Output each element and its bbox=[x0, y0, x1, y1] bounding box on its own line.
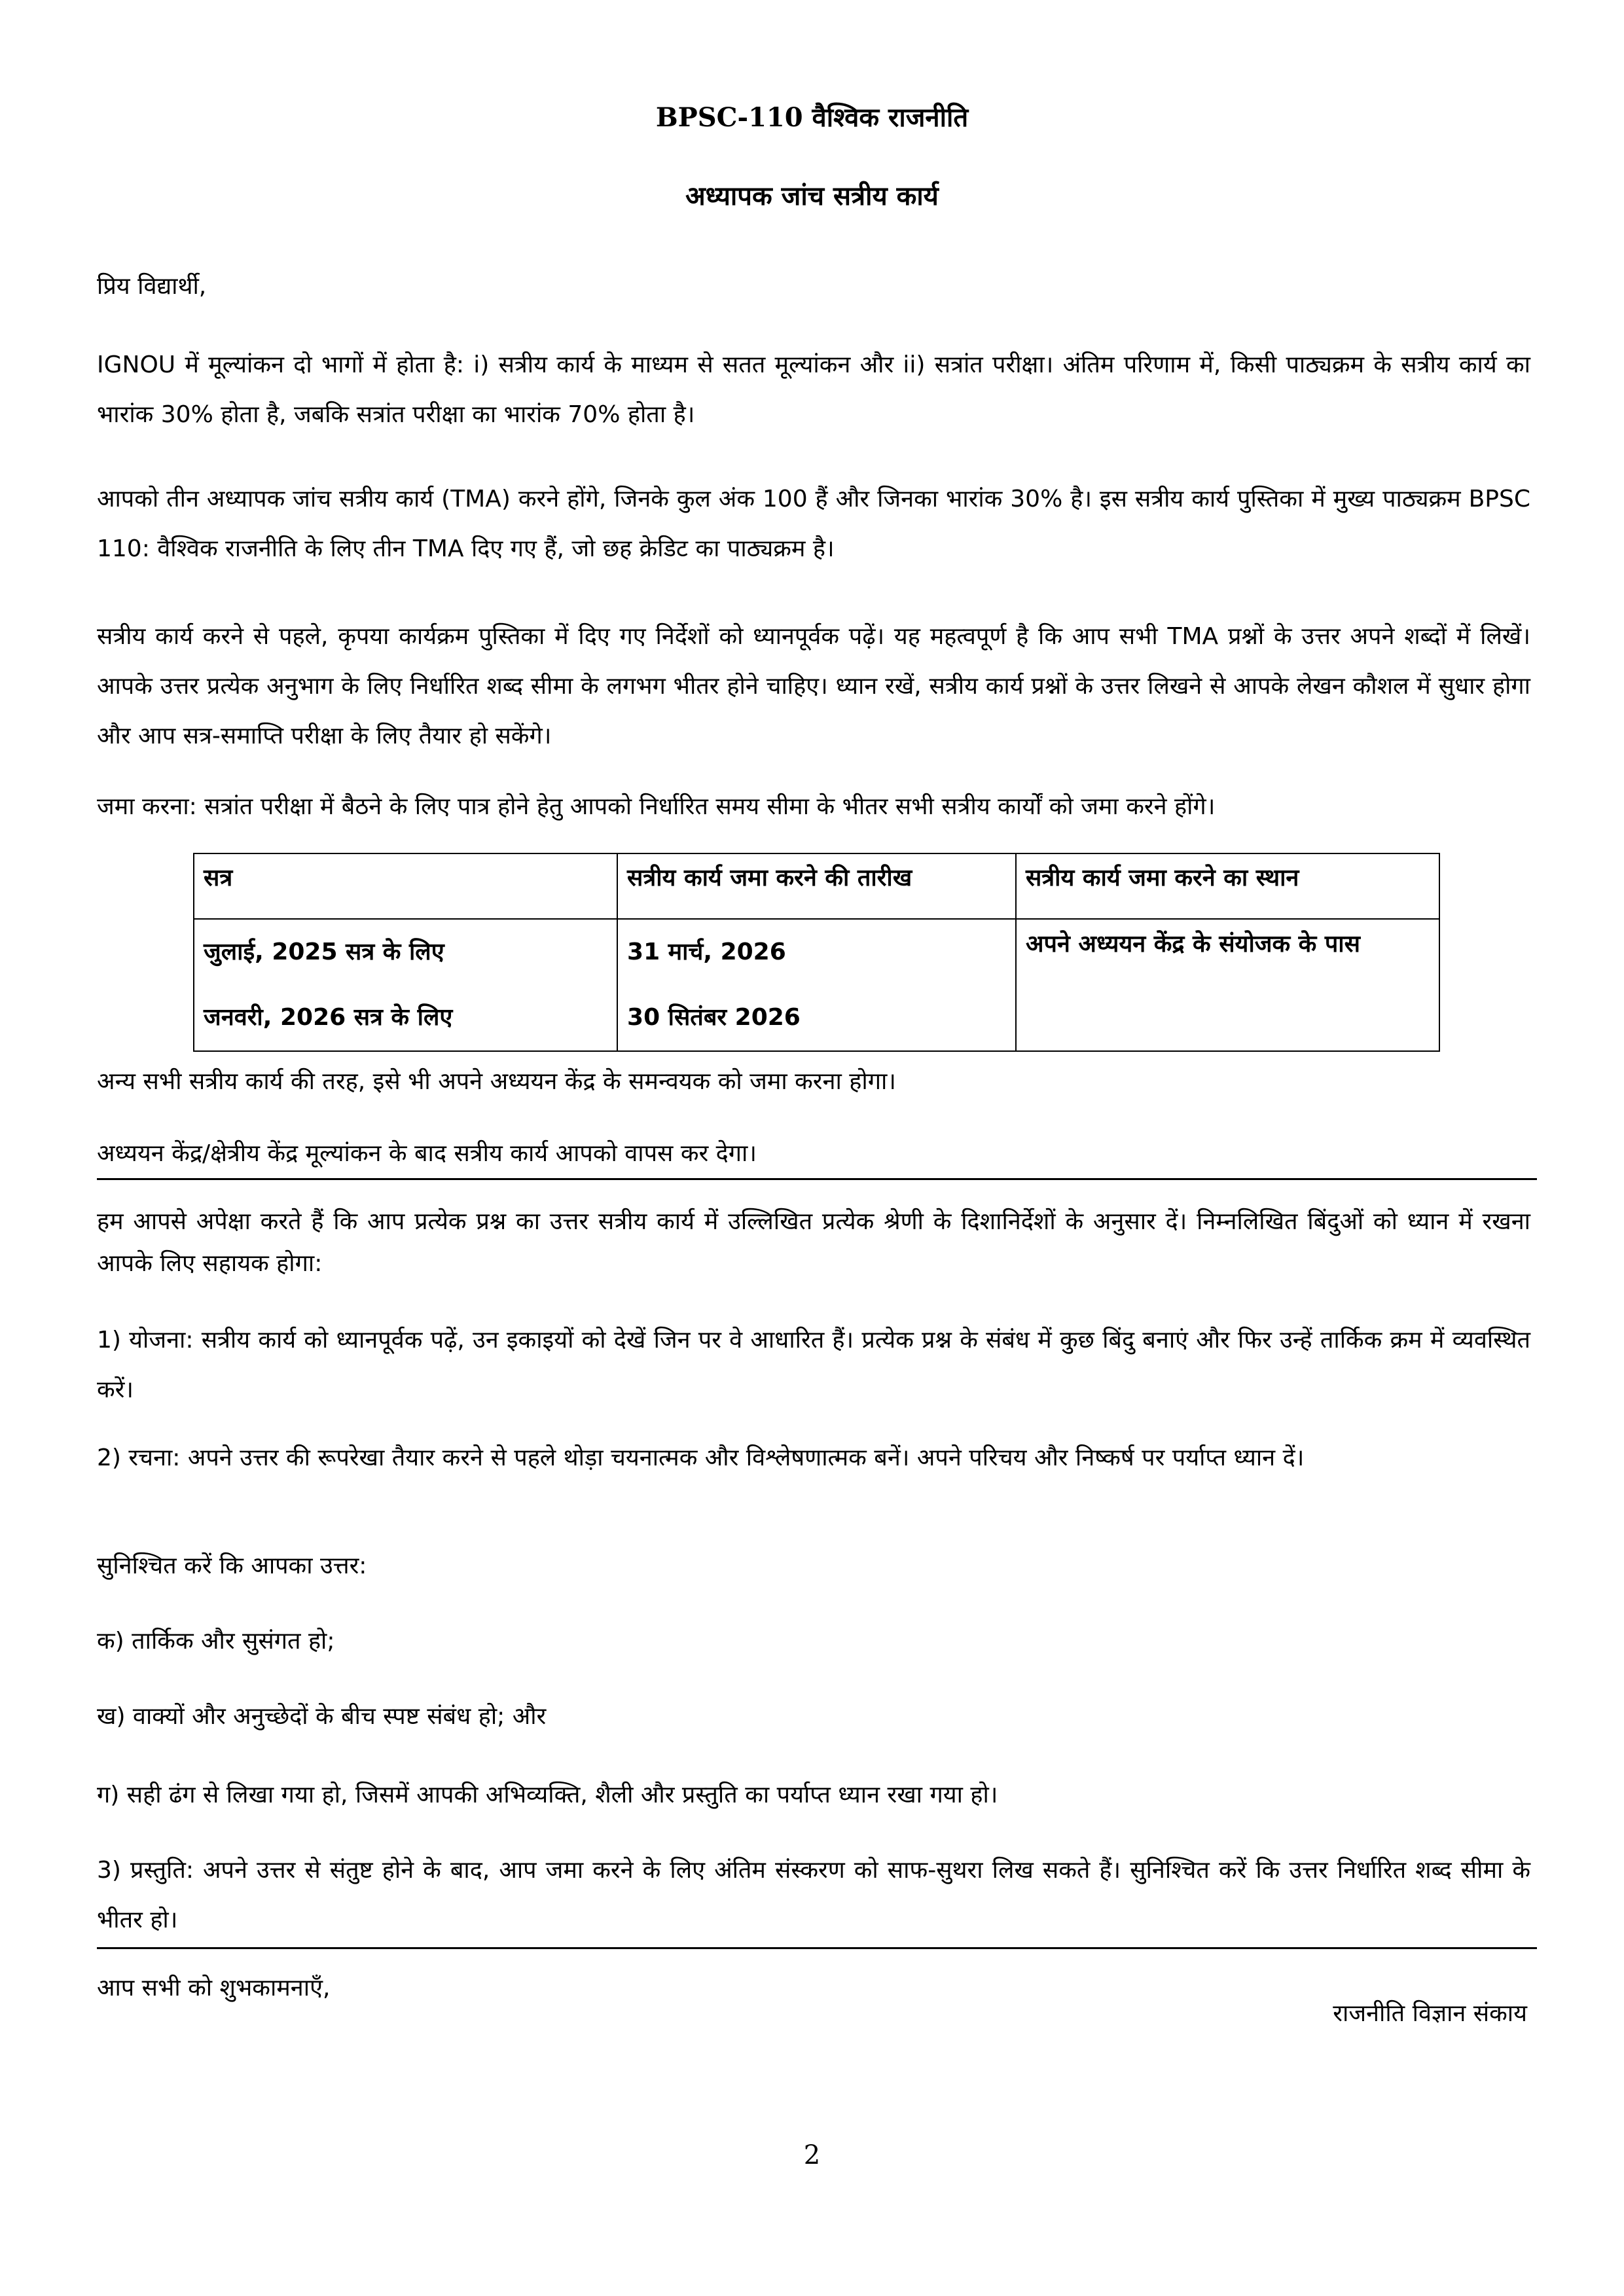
document-subtitle: अध्यापक जांच सत्रीय कार्य bbox=[685, 181, 939, 211]
salutation: प्रिय विद्यार्थी, bbox=[97, 273, 207, 300]
table-cell-date: 31 मार्च, 2026 30 सितंबर 2026 bbox=[617, 919, 1016, 1051]
divider bbox=[97, 1178, 1537, 1180]
table-header-cell: सत्रीय कार्य जमा करने का स्थान bbox=[1016, 853, 1439, 919]
intro-paragraph-evaluation: IGNOU में मूल्यांकन दो भागों में होता है: i) सत्रीय कार्य के माध्यम से सतत मूल्यांकन और ii) सत्रांत परीक्षा। अंतिम परिणाम में, किसी पाठ्यक्रम के सत्रीय कार्य का भारांक 30% होता है, जबकि सत्रांत परीक्षा का भारांक 70% होता है। bbox=[97, 351, 1530, 428]
divider bbox=[97, 1947, 1537, 1949]
return-paragraph: अध्ययन केंद्र/क्षेत्रीय केंद्र मूल्यांकन के बाद सत्रीय कार्य आपको वापस कर देगा। bbox=[97, 1140, 757, 1167]
intro-paragraph-tma: आपको तीन अध्यापक जांच सत्रीय कार्य (TMA) करने होंगे, जिनके कुल अंक 100 हैं और जिनका भारांक 30% है। इस सत्रीय कार्य पुस्तिका में मुख्य पाठ्यक्रम BPSC 110: वैश्विक राजनीति के लिए तीन TMA दिए गए हैं, जो छह क्रेडिट का पाठ्यक्रम है। bbox=[97, 486, 1530, 562]
submission-table bbox=[193, 853, 1440, 1052]
table-cell-place: अपने अध्ययन केंद्र के संयोजक के पास bbox=[1016, 919, 1439, 1051]
list-item: ग) सही ढंग से लिखा गया हो, जिसमें आपकी अभिव्यक्ति, शैली और प्रस्तुति का पर्याप्त ध्यान रखा गया हो। bbox=[97, 1782, 998, 1808]
list-item: क) तार्किक और सुसंगत हो; bbox=[97, 1628, 335, 1655]
submission-paragraph: जमा करना: सत्रांत परीक्षा में बैठने के लिए पात्र होने हेतु आपको निर्धारित समय सीमा के भीतर सभी सत्रीय कार्यों को जमा करने होंगे। bbox=[97, 793, 1216, 820]
ensure-heading: सुनिश्चित करें कि आपका उत्तर: bbox=[97, 1552, 367, 1579]
table-header-row bbox=[194, 853, 1439, 919]
page-number: 2 bbox=[803, 2140, 821, 2170]
list-item: ख) वाक्यों और अनुच्छेदों के बीच स्पष्ट संबंध हो; और bbox=[97, 1703, 547, 1730]
faculty-signature: राजनीति विज्ञान संकाय bbox=[1333, 2000, 1527, 2027]
closing-wishes: आप सभी को शुभकामनाएँ, bbox=[97, 1975, 331, 2001]
point-planning: 1) योजना: सत्रीय कार्य को ध्यानपूर्वक पढ़ें, उन इकाइयों को देखें जिन पर वे आधारित हैं। प्रत्येक प्रश्न के संबंध में कुछ बिंदु बनाएं और फिर उन्हें तार्किक क्रम में व्यवस्थित करें। bbox=[97, 1327, 1530, 1403]
guidelines-paragraph: हम आपसे अपेक्षा करते हैं कि आप प्रत्येक प्रश्न का उत्तर सत्रीय कार्य में उल्लिखित प्रत्येक श्रेणी के दिशानिर्देशों के अनुसार दें। निम्नलिखित बिंदुओं को ध्यान में रखना आपके लिए सहायक होगा: bbox=[97, 1208, 1530, 1277]
table-header-cell: सत्रीय कार्य जमा करने की तारीख bbox=[617, 853, 1016, 919]
table-row bbox=[194, 919, 1439, 1051]
table-header-cell: सत्र bbox=[194, 853, 617, 919]
study-centre-paragraph: अन्य सभी सत्रीय कार्य की तरह, इसे भी अपने अध्ययन केंद्र के समन्वयक को जमा करना होगा। bbox=[97, 1068, 896, 1095]
point-presentation: 3) प्रस्तुति: अपने उत्तर से संतुष्ट होने के बाद, आप जमा करने के लिए अंतिम संस्करण को साफ-सुथरा लिख सकते हैं। सुनिश्चित करें कि उत्तर निर्धारित शब्द सीमा के भीतर हो। bbox=[97, 1857, 1530, 1933]
point-organisation: 2) रचना: अपने उत्तर की रूपरेखा तैयार करने से पहले थोड़ा चयनात्मक और विश्लेषणात्मक बनें। अपने परिचय और निष्कर्ष पर पर्याप्त ध्यान दें। bbox=[97, 1444, 1305, 1471]
table-cell-session: जुलाई, 2025 सत्र के लिए जनवरी, 2026 सत्र के लिए bbox=[194, 919, 617, 1051]
document-title: BPSC-110 वैश्विक राजनीति bbox=[655, 102, 969, 133]
instructions-paragraph: सत्रीय कार्य करने से पहले, कृपया कार्यक्रम पुस्तिका में दिए गए निर्देशों को ध्यानपूर्वक पढ़ें। यह महत्वपूर्ण है कि आप सभी TMA प्रश्नों के उत्तर अपने शब्दों में लिखें। आपके उत्तर प्रत्येक अनुभाग के लिए निर्धारित शब्द सीमा के लगभग भीतर होने चाहिए। ध्यान रखें, सत्रीय कार्य प्रश्नों के उत्तर लिखने से आपके लेखन कौशल में सुधार होगा और आप सत्र-समाप्ति परीक्षा के लिए तैयार हो सकेंगे। bbox=[97, 623, 1530, 749]
